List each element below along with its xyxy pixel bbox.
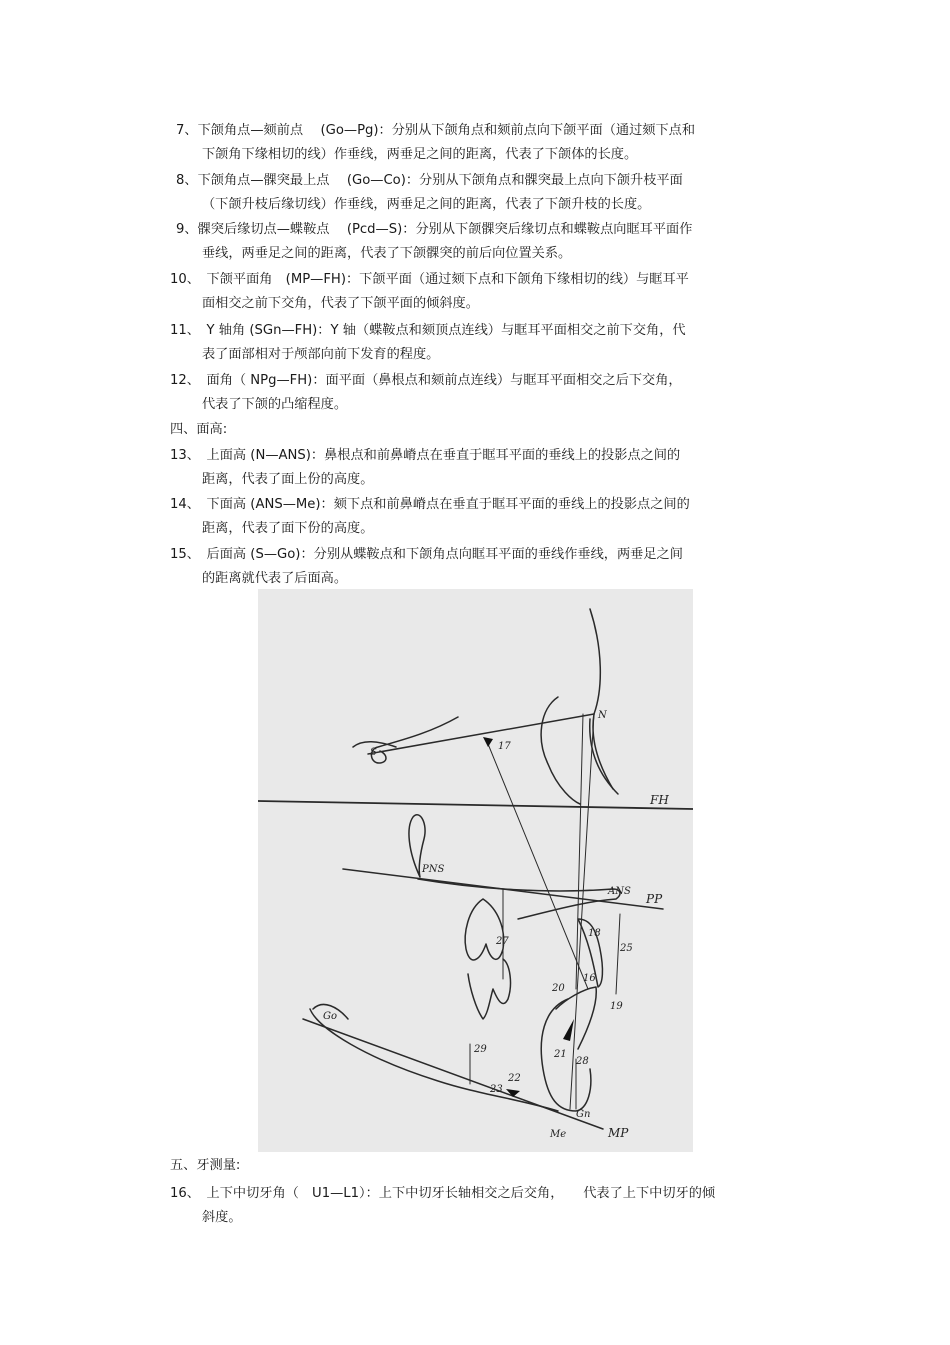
label-27: 27 [496, 936, 509, 947]
item-11-line2: 表了面部相对于颅部向前下发育的程度。 [202, 347, 440, 362]
section-heading-facial-height: 四、面高: [170, 422, 228, 437]
label-17: 17 [498, 741, 511, 752]
item-16-line2: 斜度。 [202, 1210, 242, 1225]
label-20: 20 [552, 983, 565, 994]
item-13-line1: 13、 上面高 (N—ANS)：鼻根点和前鼻嵴点在垂直于眶耳平面的垂线上的投影点之间的 [170, 448, 681, 463]
lower-molar-outline [468, 959, 510, 1019]
angle-23-marker [506, 1089, 520, 1097]
mandible-outline [310, 1009, 558, 1111]
item-14 [170, 493, 780, 541]
item-9-line2: 垂线，两垂足之间的距离，代表了下颌髁突的前后向位置关系。 [202, 246, 572, 261]
item-12-line1: 12、 面角（ NPg—FH)：面平面（鼻根点和颏前点连线）与眶耳平面相交之后下交角， [170, 373, 682, 388]
section-heading-dental: 五、牙测量: [170, 1158, 241, 1173]
item-15-line2: 的距离就代表了后面高。 [202, 571, 348, 586]
label-S: S [370, 747, 377, 758]
label-21: 21 [554, 1049, 567, 1060]
label-16: 16 [583, 973, 596, 984]
label-PNS: PNS [422, 864, 445, 875]
item-16 [170, 1182, 810, 1230]
item-9 [170, 218, 780, 266]
label-PP: PP [646, 892, 663, 906]
label-N: N [598, 710, 607, 721]
frontal-bone-outline [590, 609, 600, 714]
item-15-line1: 15、 后面高 (S—Go)：分别从蝶鞍点和下颌角点向眶耳平面的垂线作垂线，两垂足之间 [170, 547, 683, 562]
item-14-line2: 距离，代表了面下份的高度。 [202, 521, 374, 536]
item-14-line1: 14、 下面高 (ANS—Me)：颏下点和前鼻嵴点在垂直于眶耳平面的垂线上的投影点之间的 [170, 497, 690, 512]
n-pg-line [570, 714, 594, 1109]
tracing-drawing [258, 589, 693, 1152]
item-7-line1: 7、下颌角点—颏前点 (Go—Pg)：分别从下颌角点和颏前点向下颌平面（通过颏下点和 [176, 123, 696, 138]
item-7 [170, 119, 780, 167]
item-10-line1: 10、 下颌平面角 (MP—FH)：下颌平面（通过颏下点和下颌角下缘相切的线）与眶耳平 [170, 272, 689, 287]
nasal-tip-outline [590, 719, 618, 794]
fh-line [258, 801, 693, 809]
item-12-line2: 代表了下颌的凸缩程度。 [202, 397, 348, 412]
lower-incisor-outline [556, 987, 596, 1049]
upper-molar-outline [465, 899, 503, 960]
item-15 [170, 543, 780, 591]
item-11 [170, 319, 780, 367]
label-Gn: Gn [576, 1109, 591, 1120]
item-13-line2: 距离，代表了面上份的高度。 [202, 472, 374, 487]
s-gn-line [486, 739, 588, 989]
angle-17-marker [483, 737, 493, 747]
item-8-line1: 8、下颌角点—髁突最上点 (Go—Co)：分别从下颌角点和髁突最上点向下颌升枝平面 [176, 173, 683, 188]
label-Go: Go [323, 1011, 338, 1022]
orbit-outline [541, 697, 580, 804]
item-8-line2: （下颌升枝后缘切线）作垂线，两垂足之间的距离，代表了下颌升枝的长度。 [202, 197, 651, 212]
item-11-line1: 11、 Y 轴角 (SGn—FH)：Y 轴（蝶鞍点和颏顶点连线）与眶耳平面相交之前下交角，代 [170, 323, 686, 338]
label-29: 29 [474, 1044, 487, 1055]
item-7-line2: 下颌角下缘相切的线）作垂线，两垂足之间的距离，代表了下颌体的长度。 [202, 147, 638, 162]
label-Me: Me [550, 1129, 567, 1140]
item-12 [170, 369, 780, 417]
measure-25 [616, 914, 620, 994]
label-FH: FH [650, 793, 669, 807]
label-19: 19 [610, 1001, 623, 1012]
nasal-bone-outline [593, 714, 613, 789]
item-9-line1: 9、髁突后缘切点—蝶鞍点 (Pcd—S)：分别从下颌髁突后缘切点和蝶鞍点向眶耳平面作 [176, 222, 693, 237]
label-22: 22 [508, 1073, 521, 1084]
label-MP: MP [608, 1126, 629, 1140]
cephalometric-tracing-figure [258, 589, 693, 1152]
label-28: 28 [576, 1056, 589, 1067]
mandibular-plane-line [303, 1019, 603, 1129]
sn-line [368, 714, 594, 754]
item-10 [170, 268, 780, 316]
item-8 [170, 169, 780, 217]
label-ANS: ANS [608, 886, 631, 897]
palate-outline [418, 879, 620, 919]
item-10-line2: 面相交之前下交角，代表了下颌平面的倾斜度。 [202, 296, 479, 311]
angle-21-marker [563, 1019, 574, 1041]
label-23: 23 [490, 1084, 503, 1095]
label-25: 25 [620, 943, 633, 954]
item-13 [170, 444, 780, 492]
item-16-line1: 16、 上下中切牙角（ U1—L1）：上下中切牙长轴相交之后交角， 代表了上下中切牙的倾 [170, 1186, 716, 1201]
label-18: 18 [588, 928, 601, 939]
